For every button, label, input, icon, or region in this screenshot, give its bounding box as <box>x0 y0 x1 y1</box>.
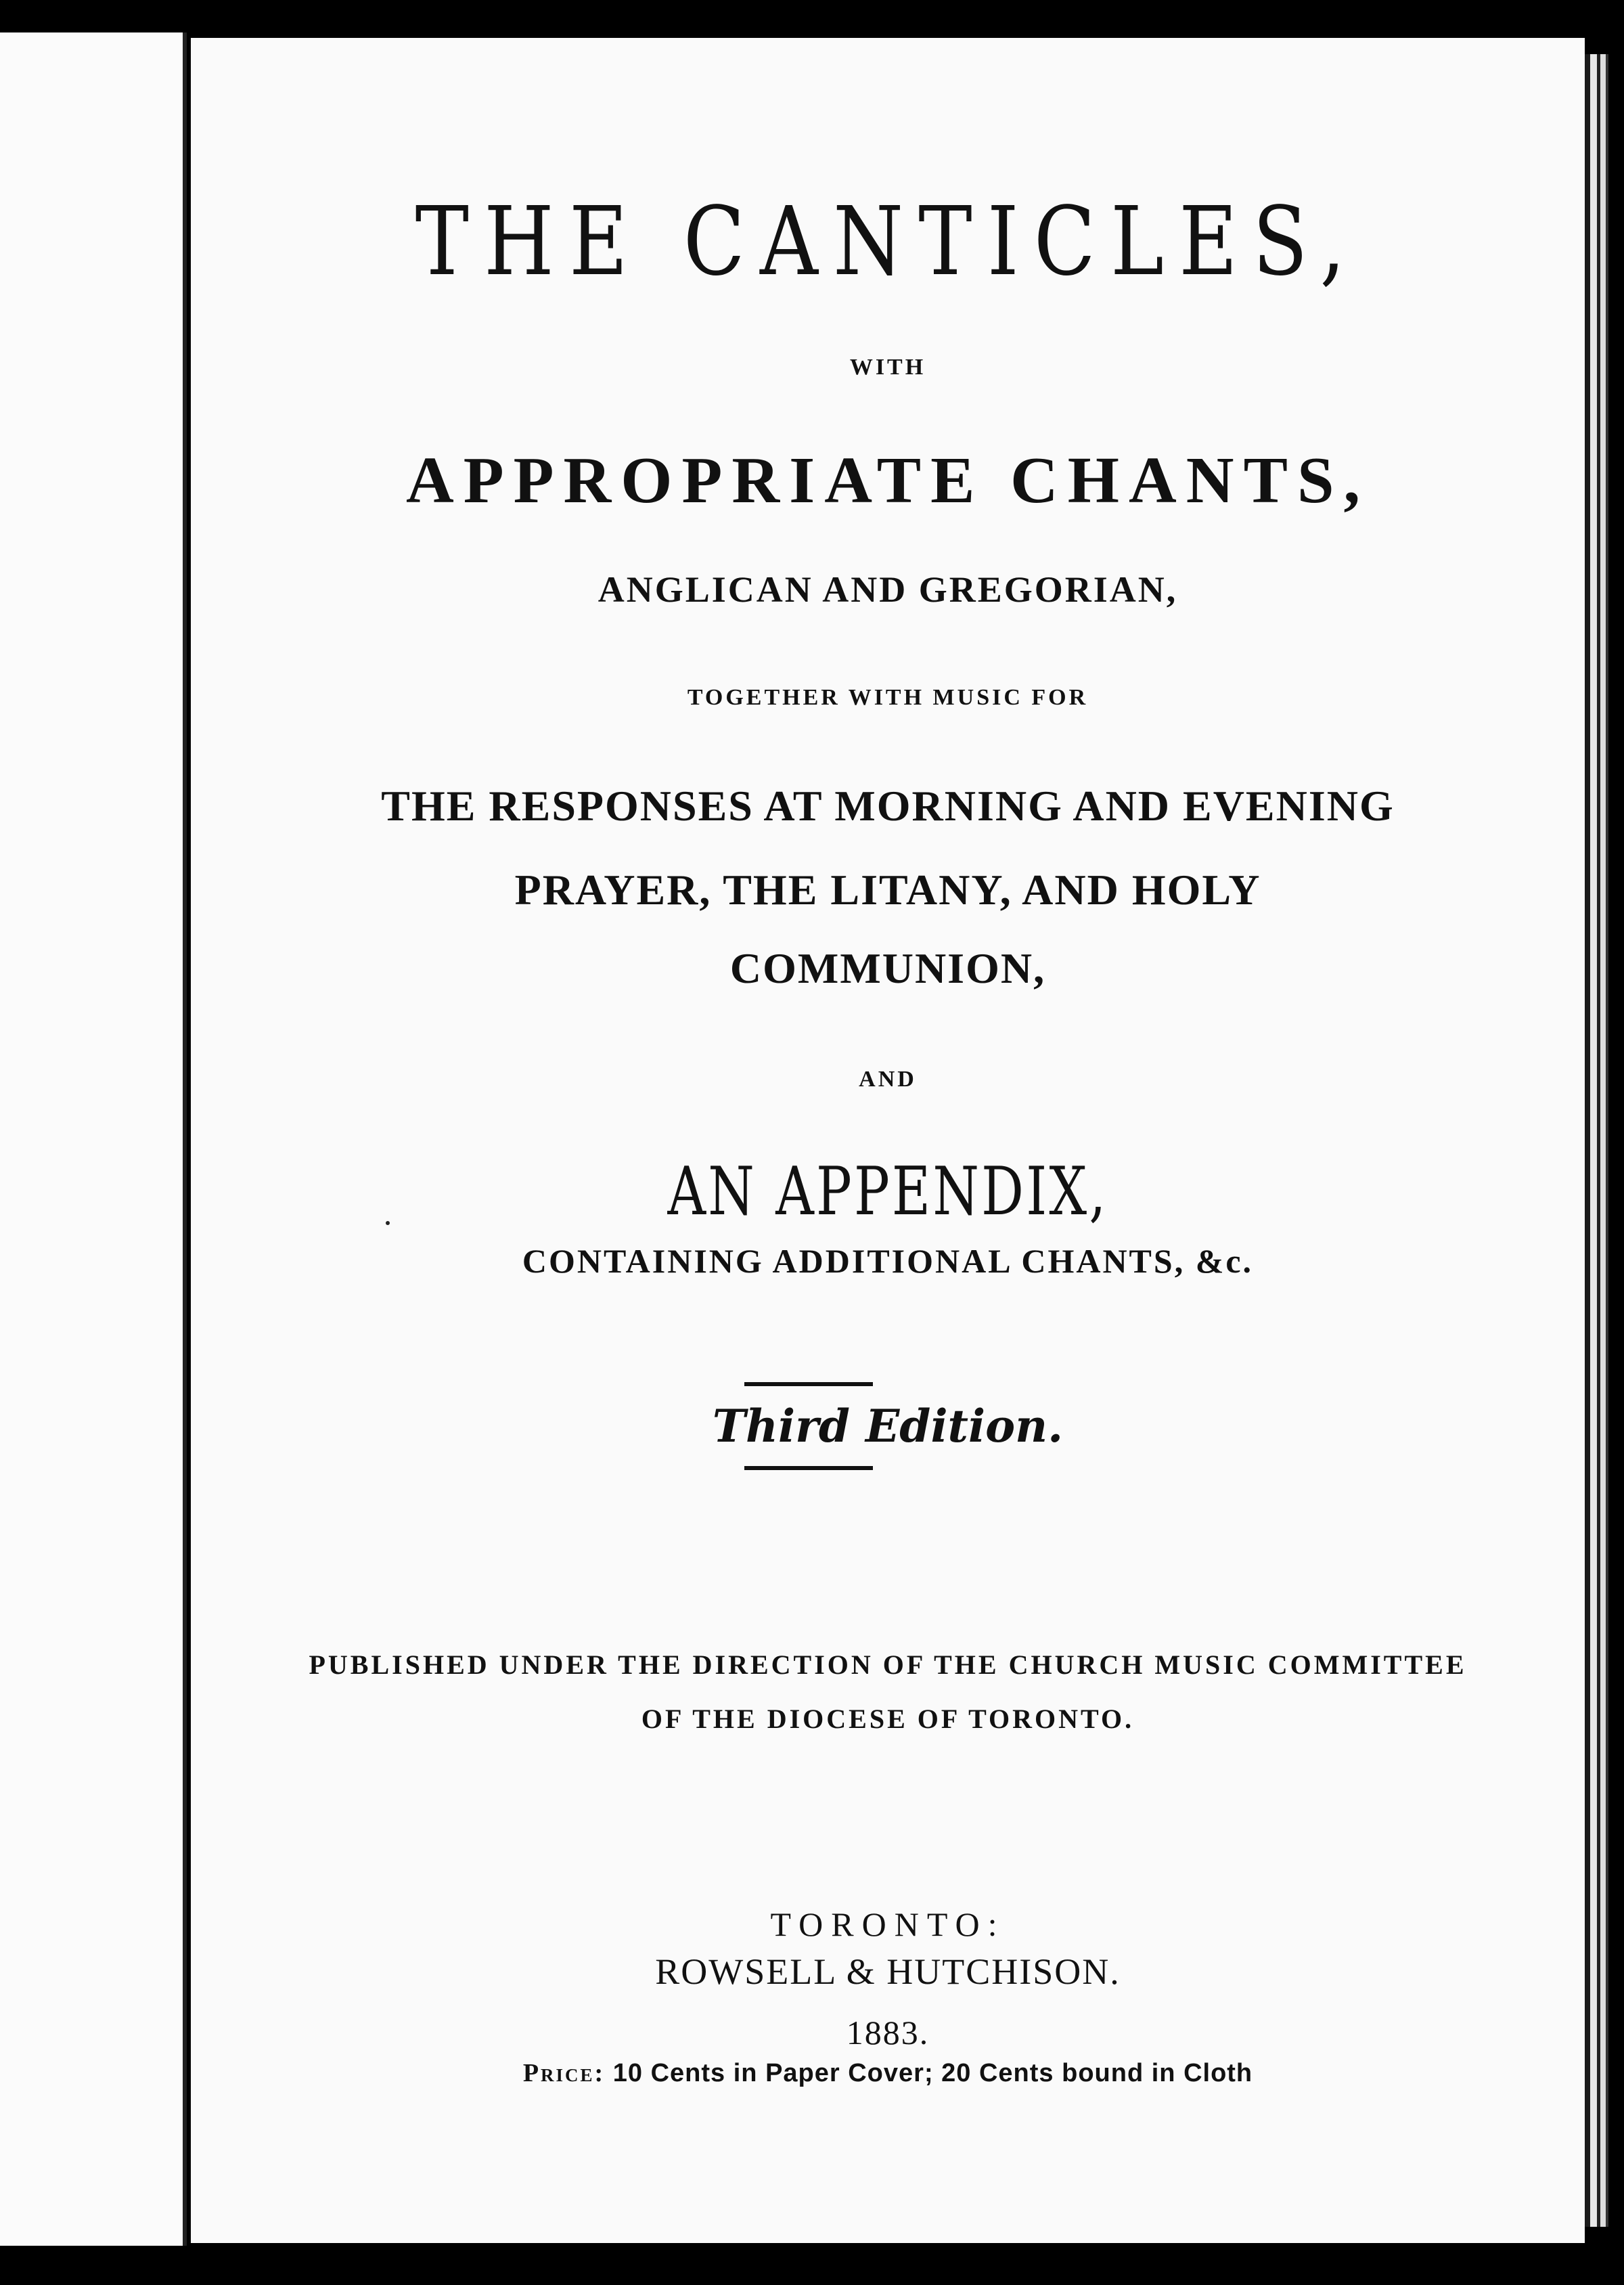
price-label: Price: <box>522 2059 606 2087</box>
responses-line: PRAYER, THE LITANY, AND HOLY <box>514 866 1261 914</box>
publication-year: 1883. <box>846 2014 930 2051</box>
page-edge <box>1600 54 1606 2227</box>
ink-speck <box>386 1221 390 1225</box>
appendix-description: CONTAINING ADDITIONAL CHANTS, &c. <box>522 1242 1254 1280</box>
price-line <box>191 2058 1585 2088</box>
published-line: OF THE DIOCESE OF TORONTO. <box>641 1704 1135 1734</box>
page-edge <box>1585 54 1590 2227</box>
responses-line: THE RESPONSES AT MORNING AND EVENING <box>381 782 1395 830</box>
main-title: THE CANTICLES, <box>415 187 1361 297</box>
published-line: PUBLISHED UNDER THE DIRECTION OF THE CHURCH MUSIC COMMITTEE <box>309 1649 1467 1680</box>
and-text: AND <box>859 1067 917 1092</box>
appendix-heading: AN APPENDIX, <box>667 1153 1108 1230</box>
together-text: TOGETHER WITH MUSIC FOR <box>687 685 1089 710</box>
page-edge <box>1606 54 1608 2227</box>
edition-rule-top <box>744 1382 873 1386</box>
responses-line: COMMUNION, <box>729 944 1046 992</box>
title-page <box>191 38 1585 2243</box>
page-edge <box>1590 54 1597 2227</box>
anglican-gregorian-text: ANGLICAN AND GREGORIAN, <box>597 569 1178 610</box>
publisher-name: ROWSELL & HUTCHISON. <box>655 1951 1121 1992</box>
with-text: WITH <box>849 355 926 380</box>
facing-page <box>0 32 187 2246</box>
place-of-publication: TORONTO: <box>770 1905 1006 1943</box>
edition-rule-bottom <box>744 1466 873 1470</box>
price-text: 10 Cents in Paper Cover; 20 Cents bound in Cloth <box>612 2059 1253 2087</box>
edition-text: Third Edition. <box>712 1400 1064 1452</box>
subtitle: APPROPRIATE CHANTS, <box>406 444 1370 517</box>
